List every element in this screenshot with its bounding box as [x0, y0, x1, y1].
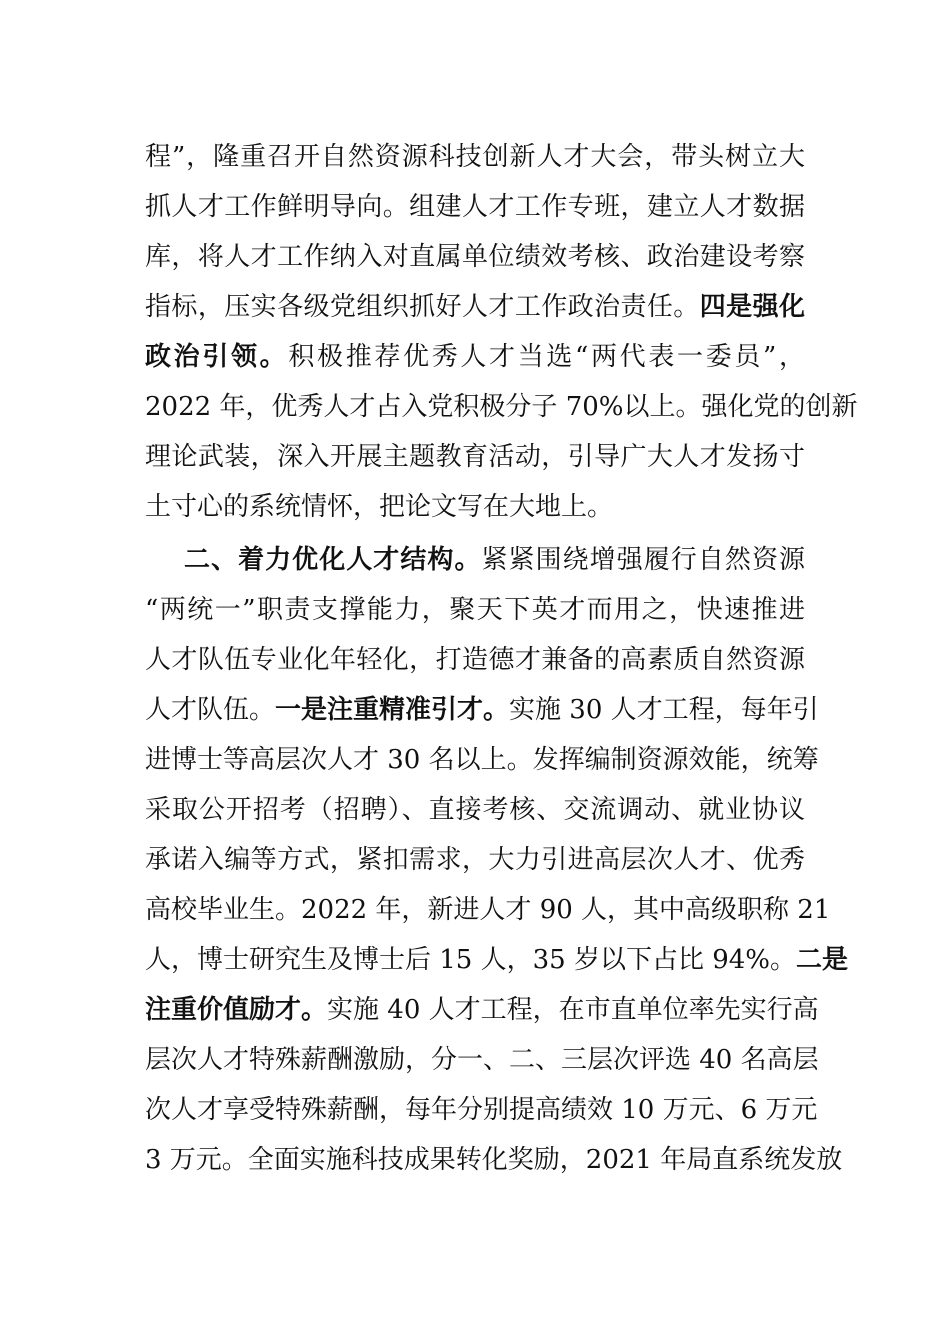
- body-text: 3 万元。全面实施科技成果转化奖励，2021 年局直系统发放: [145, 1145, 843, 1175]
- body-text: 库，将人才工作纳入对直属单位绩效考核、政治建设考察: [145, 242, 805, 272]
- bold-heading-text: 注重价值励才。: [145, 995, 328, 1025]
- body-text: 承诺入编等方式，紧扣需求，大力引进高层次人才、优秀: [145, 845, 805, 875]
- text-line: [145, 387, 858, 427]
- text-line: [145, 337, 805, 377]
- body-text: 人才队伍专业化年轻化，打造德才兼备的高素质自然资源: [145, 645, 805, 675]
- text-line: [145, 590, 805, 630]
- text-line: [145, 840, 805, 880]
- body-text: 层次人才特殊薪酬激励，分一、二、三层次评选 40 名高层: [145, 1045, 819, 1075]
- text-line: [145, 640, 805, 680]
- body-text: 程”，隆重召开自然资源科技创新人才大会，带头树立大: [145, 142, 805, 172]
- body-text: 进博士等高层次人才 30 名以上。发挥编制资源效能，统筹: [145, 745, 819, 775]
- body-text: 人，博士研究生及博士后 15 人，35 岁以下占比 94%。: [145, 945, 797, 975]
- text-line: [145, 287, 805, 327]
- text-line: [145, 990, 819, 1030]
- text-line: [145, 137, 805, 177]
- bold-heading-text: 四是强化: [699, 292, 805, 322]
- body-text: 采取公开招考（招聘）、直接考核、交流调动、就业协议: [145, 795, 805, 825]
- text-line: [145, 1090, 818, 1130]
- text-line: [145, 790, 805, 830]
- bold-heading-text: 二、着力优化人才结构。: [184, 545, 482, 575]
- text-line: [184, 540, 805, 580]
- text-line: [145, 690, 819, 730]
- body-text: 理论武装，深入开展主题教育活动，引导广大人才发扬寸: [145, 442, 805, 472]
- bold-heading-text: 二是: [796, 945, 849, 975]
- text-line: [145, 237, 805, 277]
- body-text: 紧紧围绕增强履行自然资源: [481, 545, 805, 575]
- body-text: 高校毕业生。2022 年，新进人才 90 人，其中高级职称 21: [145, 895, 831, 925]
- text-line: [145, 1140, 843, 1180]
- body-text: 积极推荐优秀人才当选“两代表一委员”，: [288, 342, 805, 372]
- body-text: 次人才享受特殊薪酬，每年分别提高绩效 10 万元、6 万元: [145, 1095, 818, 1125]
- bold-heading-text: 一是注重精准引才。: [275, 695, 510, 725]
- text-line: [145, 437, 805, 477]
- body-text: 指标，压实各级党组织抓好人才工作政治责任。: [145, 292, 700, 322]
- text-line: [145, 940, 849, 980]
- text-line: [145, 487, 805, 527]
- text-line: [145, 740, 819, 780]
- body-text: 抓人才工作鲜明导向。组建人才工作专班，建立人才数据: [145, 192, 805, 222]
- bold-heading-text: 政治引领。: [145, 342, 289, 372]
- body-text: 实施 30 人才工程，每年引: [509, 695, 819, 725]
- text-line: [145, 890, 831, 930]
- body-text: 实施 40 人才工程，在市直单位率先实行高: [327, 995, 819, 1025]
- body-text: 人才队伍。: [145, 695, 276, 725]
- text-line: [145, 1040, 819, 1080]
- body-text: 2022 年，优秀人才占入党积极分子 70%以上。强化党的创新: [145, 392, 858, 422]
- text-line: [145, 187, 805, 227]
- body-text: 土寸心的系统情怀，把论文写在大地上。: [145, 492, 614, 522]
- body-text: “两统一”职责支撑能力，聚天下英才而用之，快速推进: [145, 595, 805, 625]
